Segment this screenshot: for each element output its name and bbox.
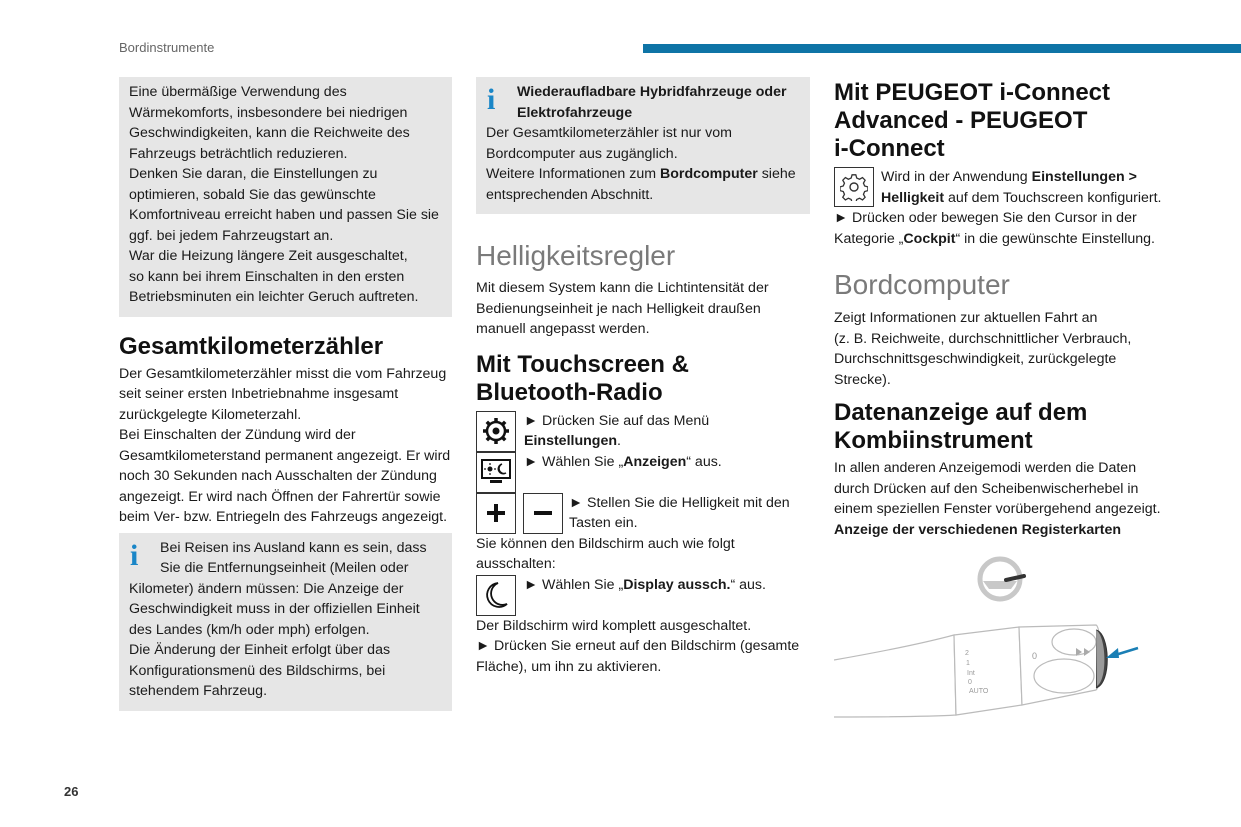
text-line: Die Änderung der Einheit erfolgt über das [129, 642, 391, 658]
text-line: Fahrzeugs beträchtlich reduzieren. [129, 145, 348, 162]
datenanzeige-text [834, 458, 1168, 540]
lever-mark: AUTO [969, 688, 989, 695]
text-line: Der Bildschirm wird komplett ausgeschaltet. [476, 617, 752, 634]
text-line: stehendem Fahrzeug. [129, 683, 268, 699]
off-intro [476, 534, 810, 575]
steering-wheel-icon [980, 559, 1024, 599]
lever-mark: Int [967, 670, 975, 677]
heading-datenanzeige: Datenanzeige auf dem Kombiinstrument [834, 399, 1088, 454]
text-line: (z. B. Reichweite, durchschnittlicher Verbrauch, [834, 330, 1132, 347]
heading-touchscreen-radio: Mit Touchscreen & Bluetooth-Radio [476, 350, 689, 406]
text-line: Der Gesamtkilometerzähler misst die vom Fahrzeug [119, 365, 447, 382]
text-line: Helligkeit auf dem Touchscreen konfiguriert. [881, 189, 1162, 206]
text-line: ggf. bei jedem Fahrzeugstart an. [129, 227, 334, 244]
step-display [476, 452, 810, 493]
text-line: manuell angepasst werden. [476, 321, 650, 337]
brightness-intro [476, 278, 810, 340]
text-line: Kategorie „Cockpit“ in die gewünschte Einstellung. [834, 230, 1155, 247]
text-line: beim Ver- bzw. Entriegeln des Fahrzeugs angezeigt. [119, 509, 448, 525]
heading-i-connect: Mit PEUGEOT i-Connect Advanced - PEUGEOT i-Connect [834, 79, 1110, 162]
text-line: War die Heizung längere Zeit ausgeschaltet, [129, 248, 408, 264]
text-line: Betriebsminuten ein leichter Geruch auftreten. [129, 289, 419, 305]
text-line: ► Drücken Sie erneut auf den Bildschirm (gesamte [476, 638, 800, 654]
page-number: 26 [64, 784, 79, 799]
lever-mark: 2 [965, 650, 969, 657]
settings-gear-outline-icon [834, 167, 874, 207]
tabs-label: Anzeige der verschiedenen Registerkarten [834, 521, 1122, 538]
text-line: angezeigt. Er wird nach Öffnen der Fahrertür sowie [119, 488, 441, 505]
display-brightness-icon [476, 452, 516, 493]
text-line: Durchschnittsgeschwindigkeit, zurückgelegte [834, 351, 1117, 367]
info-title: Elektrofahrzeuge [517, 104, 633, 121]
text-line: ► Drücken Sie auf das Menü [524, 412, 710, 429]
text-line: des Landes (km/h oder mph) erfolgen. [129, 621, 370, 638]
step-display-off [476, 575, 810, 616]
text-line: Der Gesamtkilometerzähler ist nur vom [486, 125, 732, 141]
text-line: Sie können den Bildschirm auch wie folgt [476, 535, 735, 552]
bordcomputer-text [834, 308, 1168, 390]
i-connect-settings [834, 167, 1168, 208]
info-title: Wiederaufladbare Hybridfahrzeuge oder [517, 84, 787, 100]
text-line: Geschwindigkeiten, kann die Reichweite des [129, 125, 410, 141]
text-line: Sie die Entfernungseinheit (Meilen oder [160, 560, 409, 576]
minus-icon [523, 493, 563, 534]
text-line: Einstellungen. [524, 433, 621, 449]
text-line: In allen anderen Anzeigemodi werden die Daten [834, 460, 1137, 476]
text-line: ► Stellen Sie die Helligkeit mit den [569, 494, 790, 511]
text-line: durch Drücken auf den Scheibenwischerhebel in [834, 480, 1139, 497]
wiper-stalk-illustration [834, 555, 1154, 725]
text-line: so kann bei ihrem Einschalten in den ersten [129, 268, 405, 285]
heading-gesamtkilometerzaehler: Gesamtkilometerzähler [119, 332, 384, 360]
text-line: ► Wählen Sie „Anzeigen“ aus. [524, 453, 722, 470]
text-line: ► Drücken oder bewegen Sie den Cursor in der [834, 210, 1137, 226]
text-line: Denken Sie daran, die Einstellungen zu [129, 166, 378, 182]
text-line: zurückgelegte Kilometerzahl. [119, 406, 302, 423]
column-1 [119, 77, 452, 711]
text-line: Komfortniveau erreicht haben und passen Sie sie [129, 207, 439, 223]
text-line: Eine übermäßige Verwendung des [129, 84, 347, 100]
text-line: Tasten ein. [569, 515, 638, 531]
text-line: Bei Reisen ins Ausland kann es sein, dass [160, 539, 427, 556]
header-accent-bar [643, 44, 1241, 53]
text-line: einem speziellen Fenster vorübergehend angezeigt. [834, 501, 1161, 517]
text-line: Bordcomputer aus zugänglich. [486, 145, 678, 162]
text-line: ausschalten: [476, 556, 556, 572]
text-line: seit seiner ersten Inbetriebnahme insgesamt [119, 386, 399, 402]
lever-mark: 0 [968, 679, 972, 686]
info-box-units [119, 533, 452, 711]
text-line: Mit diesem System kann die Lichtintensität der [476, 280, 769, 296]
info-icon: i [130, 538, 139, 572]
text-line: Bei Einschalten der Zündung wird der [119, 427, 356, 443]
text-line: Geschwindigkeit muss in der offiziellen Einheit [129, 601, 420, 617]
lever-mark: 1 [966, 660, 970, 667]
text-line: noch 30 Sekunden nach Ausschalten der Zündung [119, 468, 437, 484]
text-line: Zeigt Informationen zur aktuellen Fahrt an [834, 310, 1098, 326]
step-settings [476, 411, 810, 452]
text-line: Gesamtkilometerstand permanent angezeigt. Er wird [119, 447, 451, 464]
text-line: entsprechenden Abschnitt. [486, 186, 654, 203]
off-after [476, 616, 810, 678]
text-line: Fläche), um ihn zu aktivieren. [476, 658, 662, 675]
text-line: Wärmekomforts, insbesondere bei niedrigen [129, 104, 408, 121]
text-line: ► Wählen Sie „Display aussch.“ aus. [524, 576, 766, 593]
text-line: Bedienungseinheit je nach Helligkeit draußen [476, 300, 761, 317]
plus-icon [476, 493, 516, 534]
text-line: optimieren, sobald Sie das gewünschte [129, 186, 376, 203]
text-line: Strecke). [834, 371, 891, 388]
column-3 [834, 77, 1168, 540]
svg-text:0: 0 [1032, 651, 1038, 661]
heading-helligkeitsregler: Helligkeitsregler [476, 240, 676, 271]
text-line: Weitere Informationen zum Bordcomputer siehe [486, 166, 796, 182]
running-header: Bordinstrumente [119, 40, 215, 55]
text-line: Kilometer) ändern müssen: Die Anzeige der [129, 580, 404, 597]
step-plus-minus [476, 493, 810, 534]
moon-icon [476, 575, 516, 616]
info-icon: i [487, 83, 496, 116]
info-box-hybrid [476, 77, 810, 214]
warning-box [119, 77, 452, 317]
column-2 [476, 77, 810, 677]
settings-gear-icon [476, 411, 516, 452]
heading-bordcomputer: Bordcomputer [834, 269, 1010, 300]
text-line: Konfigurationsmenü des Bildschirms, bei [129, 662, 386, 679]
cockpit-instruction [834, 208, 1168, 249]
odometer-text [119, 364, 452, 528]
text-line: Wird in der Anwendung Einstellungen > [881, 169, 1137, 185]
